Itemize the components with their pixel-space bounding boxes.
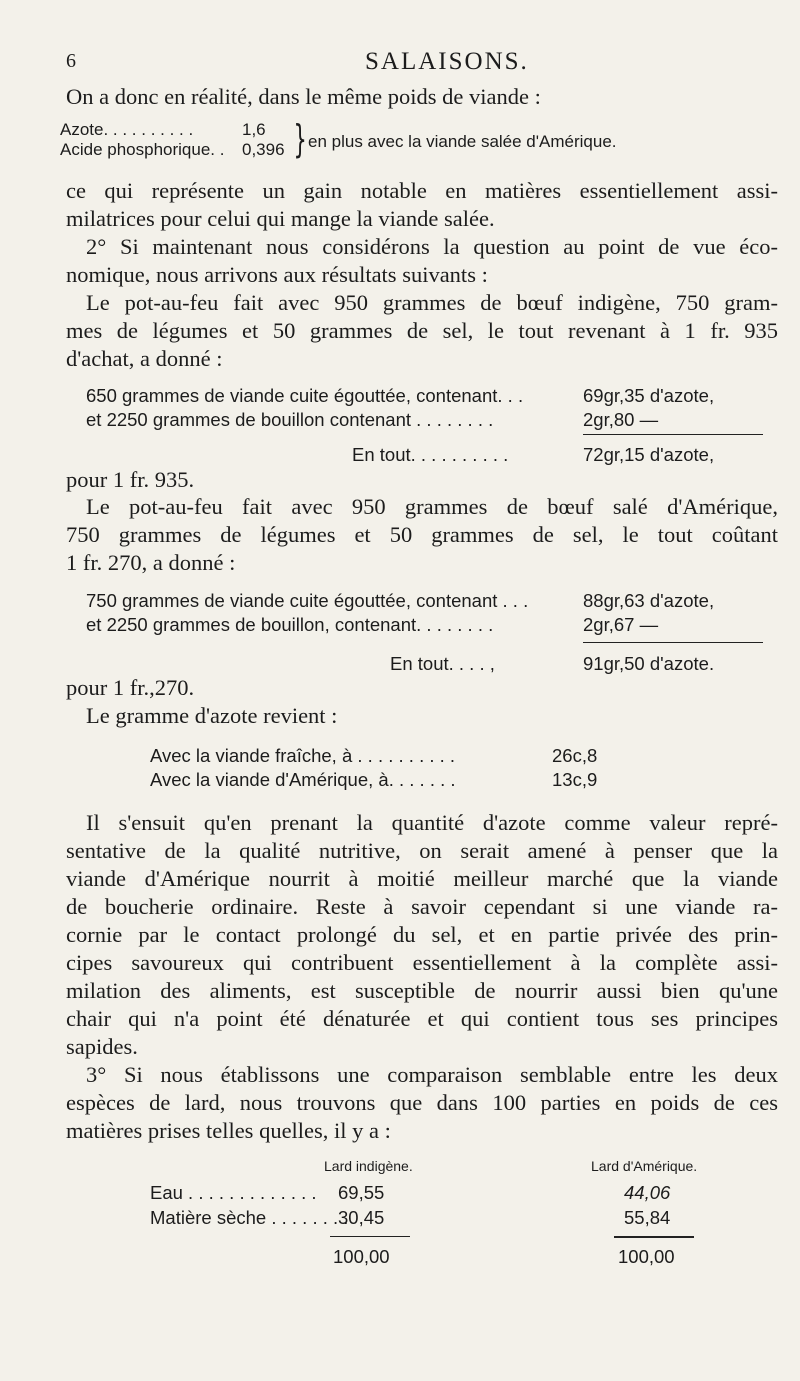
table2-total-label: En tout. . . . ,	[390, 653, 495, 674]
composition-brace-text: en plus avec la viande salée d'Amérique.	[308, 132, 617, 151]
lard-row-v2: 55,84	[624, 1207, 671, 1228]
table2-total-rule	[583, 642, 763, 643]
pour-line-2: pour 1 fr.,270.	[66, 675, 195, 700]
composition-label-acide: Acide phosphorique. .	[60, 140, 225, 159]
gramme-line: Le gramme d'azote revient :	[86, 703, 338, 728]
pour-line-1: pour 1 fr. 935.	[66, 467, 195, 492]
lard-col2-header: Lard d'Amérique.	[591, 1158, 698, 1174]
table1-row1-label: 650 grammes de viande cuite égouttée, contenant. . .	[86, 385, 524, 406]
paragraph-line: cipes savoureux qui contribuent essentiellement à la complète assi-	[66, 950, 778, 975]
intro-line: On a donc en réalité, dans le même poids de viande :	[66, 84, 541, 109]
paragraph-line: mes de légumes et 50 grammes de sel, le tout revenant à 1 fr. 935	[66, 318, 778, 343]
table2-row1-label: 750 grammes de viande cuite égouttée, contenant . . .	[86, 590, 529, 611]
paragraph-line: sentative de la qualité nutritive, on serait amené à penser que la	[66, 838, 778, 863]
table2-total-value: 91gr,50 d'azote.	[583, 653, 715, 674]
paragraph-line: milation des aliments, est susceptible de nourrir aussi bien qu'une	[66, 978, 778, 1003]
table1-row2-label: et 2250 grammes de bouillon contenant . . . . . . . .	[86, 409, 494, 430]
lard-col1-header: Lard indigène.	[324, 1158, 413, 1174]
paragraph-line: Il s'ensuit qu'en prenant la quantité d'azote comme valeur repré-	[86, 810, 778, 835]
paragraph-line: 2° Si maintenant nous considérons la question au point de vue éco-	[86, 234, 778, 259]
page-number: 6	[66, 50, 76, 72]
paragraph-line: ce qui représente un gain notable en matières essentiellement assi-	[66, 178, 778, 203]
table1-total-label: En tout. . . . . . . . . .	[352, 444, 509, 465]
paragraph-line: chair qui n'a point été dénaturée et qui contient tous ses principes	[66, 1006, 778, 1031]
composition-value-acide: 0,396	[242, 140, 285, 159]
lard-row-v1: 30,45	[338, 1207, 385, 1228]
lard-col2-rule	[614, 1236, 694, 1238]
lard-total1: 100,00	[333, 1246, 390, 1267]
paragraph-line: nomique, nous arrivons aux résultats suivants :	[66, 262, 488, 287]
lard-total2: 100,00	[618, 1246, 675, 1267]
running-title: SALAISONS.	[365, 48, 529, 75]
paragraph-line: 1 fr. 270, a donné :	[66, 550, 236, 575]
lard-row-label: Matière sèche . . . . . . . .	[150, 1207, 349, 1228]
paragraph-line: Le pot-au-feu fait avec 950 grammes de bœuf salé d'Amérique,	[86, 494, 778, 519]
paragraph-line: 3° Si nous établissons une comparaison semblable entre les deux	[86, 1062, 778, 1087]
paragraph-line: cornie par le contact prolongé du sel, et en partie privée des prin-	[66, 922, 778, 947]
lard-row-label: Eau . . . . . . . . . . . . .	[150, 1182, 317, 1203]
paragraph-line: viande d'Amérique nourrit à moitié meilleur marché que la viande	[66, 866, 778, 891]
table1-total-rule	[583, 434, 763, 435]
table2-row2-value: 2gr,67 —	[583, 614, 659, 635]
price-row1-label: Avec la viande fraîche, à . . . . . . . . . .	[150, 745, 456, 766]
lard-row-v2: 44,06	[624, 1182, 671, 1203]
lard-col1-rule	[330, 1236, 410, 1237]
table2-row1-value: 88gr,63 d'azote,	[583, 590, 715, 611]
brace-icon: }	[293, 117, 307, 161]
table1-row2-value: 2gr,80 —	[583, 409, 659, 430]
table1-row1-value: 69gr,35 d'azote,	[583, 385, 715, 406]
price-row1-value: 26c,8	[552, 745, 598, 766]
paragraph-line: milatrices pour celui qui mange la viande salée.	[66, 206, 495, 231]
table1-total-value: 72gr,15 d'azote,	[583, 444, 715, 465]
paragraph-line: d'achat, a donné :	[66, 346, 223, 371]
table2-row2-label: et 2250 grammes de bouillon, contenant. . . . . . . .	[86, 614, 494, 635]
composition-label-azote: Azote. . . . . . . . . .	[60, 120, 194, 139]
paragraph-line: de boucherie ordinaire. Reste à savoir cependant si une viande ra-	[66, 894, 778, 919]
price-row2-value: 13c,9	[552, 769, 598, 790]
price-row2-label: Avec la viande d'Amérique, à. . . . . . .	[150, 769, 456, 790]
lard-row-v1: 69,55	[338, 1182, 385, 1203]
paragraph-line: espèces de lard, nous trouvons que dans 100 parties en poids de ces	[66, 1090, 778, 1115]
paragraph-line: Le pot-au-feu fait avec 950 grammes de bœuf indigène, 750 gram-	[86, 290, 778, 315]
paragraph-line: matières prises telles quelles, il y a :	[66, 1118, 391, 1143]
paragraph-line: 750 grammes de légumes et 50 grammes de sel, le tout coûtant	[66, 522, 778, 547]
composition-value-azote: 1,6	[242, 120, 266, 139]
paragraph-line: sapides.	[66, 1034, 138, 1059]
